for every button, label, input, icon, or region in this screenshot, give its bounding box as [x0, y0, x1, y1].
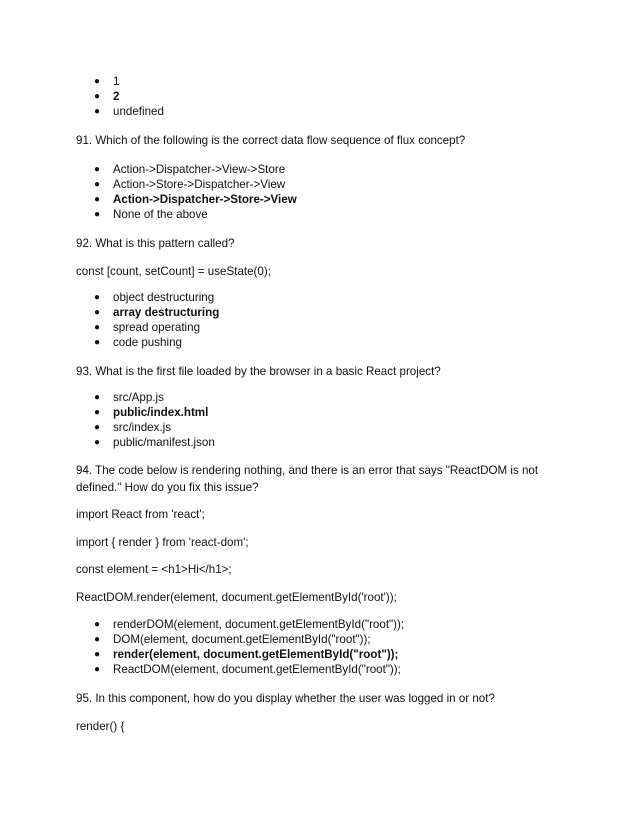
paragraph: const [count, setCount] = useState(0);: [76, 265, 271, 278]
answer-option-text: src/index.js: [113, 421, 171, 434]
answer-option: [0, 320, 219, 335]
answer-option: [0, 632, 404, 647]
paragraph: import { render } from 'react-dom';: [76, 536, 249, 549]
answer-option: [0, 177, 297, 192]
answer-option-text: renderDOM(element, document.getElementById("root"));: [113, 618, 405, 631]
bullet-icon: ●: [93, 392, 101, 403]
paragraph: 92. What is this pattern called?: [76, 237, 235, 250]
answer-option-text: Action->Dispatcher->View->Store: [113, 163, 286, 176]
answer-option-text: public/manifest.json: [113, 436, 215, 449]
answer-option-text: undefined: [113, 105, 164, 118]
answer-option-text: src/App.js: [113, 391, 164, 404]
bullet-icon: ●: [93, 91, 101, 102]
paragraph: import React from 'react';: [76, 508, 205, 521]
bullet-icon: ●: [93, 179, 101, 190]
bullet-icon: ●: [93, 664, 101, 675]
answer-option-text: None of the above: [113, 208, 208, 221]
answer-option-correct: [0, 647, 404, 662]
bullet-icon: ●: [93, 337, 101, 348]
bullet-icon: ●: [93, 422, 101, 433]
bullet-icon: ●: [93, 437, 101, 448]
paragraph: ReactDOM.render(element, document.getElementById('root'));: [76, 591, 397, 604]
bullet-icon: ●: [93, 307, 101, 318]
answer-option: [0, 435, 215, 450]
answer-option-correct: [0, 89, 164, 104]
answer-options-list: [0, 74, 164, 119]
answer-option-correct: [0, 405, 215, 420]
bullet-icon: ●: [93, 209, 101, 220]
answer-options-list: [0, 162, 297, 222]
paragraph: 95. In this component, how do you display whether the user was logged in or not?: [76, 692, 495, 705]
paragraph: 93. What is the first file loaded by the browser in a basic React project?: [76, 365, 441, 378]
bullet-icon: ●: [93, 106, 101, 117]
bullet-icon: ●: [93, 322, 101, 333]
bullet-icon: ●: [93, 619, 101, 630]
paragraph: 94. The code below is rendering nothing, and there is an error that says "ReactDOM is not: [76, 464, 539, 477]
answer-option: [0, 104, 164, 119]
bullet-icon: ●: [93, 649, 101, 660]
answer-option-text: render(element, document.getElementById("root"));: [113, 648, 399, 661]
paragraph: 91. Which of the following is the correct data flow sequence of flux concept?: [76, 134, 466, 147]
answer-option-correct: [0, 305, 219, 320]
bullet-icon: ●: [93, 634, 101, 645]
answer-option: [0, 617, 404, 632]
answer-option: [0, 335, 219, 350]
answer-option: [0, 207, 297, 222]
answer-option-text: code pushing: [113, 336, 182, 349]
answer-options-list: [0, 390, 215, 450]
answer-option: [0, 390, 215, 405]
answer-option-text: spread operating: [113, 321, 201, 334]
answer-option-text: array destructuring: [113, 306, 220, 319]
answer-option: [0, 162, 297, 177]
answer-option-text: 2: [113, 90, 120, 103]
answer-option: [0, 662, 404, 677]
answer-option-text: public/index.html: [113, 406, 209, 419]
paragraph: render() {: [76, 720, 125, 733]
bullet-icon: ●: [93, 76, 101, 87]
answer-option: [0, 74, 164, 89]
answer-options-list: [0, 290, 219, 350]
paragraph: defined." How do you fix this issue?: [76, 481, 259, 494]
answer-option: [0, 290, 219, 305]
answer-option-text: 1: [113, 75, 120, 88]
paragraph: const element = <h1>Hi</h1>;: [76, 563, 232, 576]
answer-option-correct: [0, 192, 297, 207]
bullet-icon: ●: [93, 194, 101, 205]
bullet-icon: ●: [93, 407, 101, 418]
answer-options-list: [0, 617, 404, 677]
bullet-icon: ●: [93, 292, 101, 303]
answer-option-text: Action->Dispatcher->Store->View: [113, 193, 297, 206]
answer-option-text: object destructuring: [113, 291, 215, 304]
answer-option-text: Action->Store->Dispatcher->View: [113, 178, 286, 191]
answer-option-text: ReactDOM(element, document.getElementById("root"));: [113, 663, 401, 676]
answer-option: [0, 420, 215, 435]
answer-option-text: DOM(element, document.getElementById("root"));: [113, 633, 371, 646]
bullet-icon: ●: [93, 164, 101, 175]
